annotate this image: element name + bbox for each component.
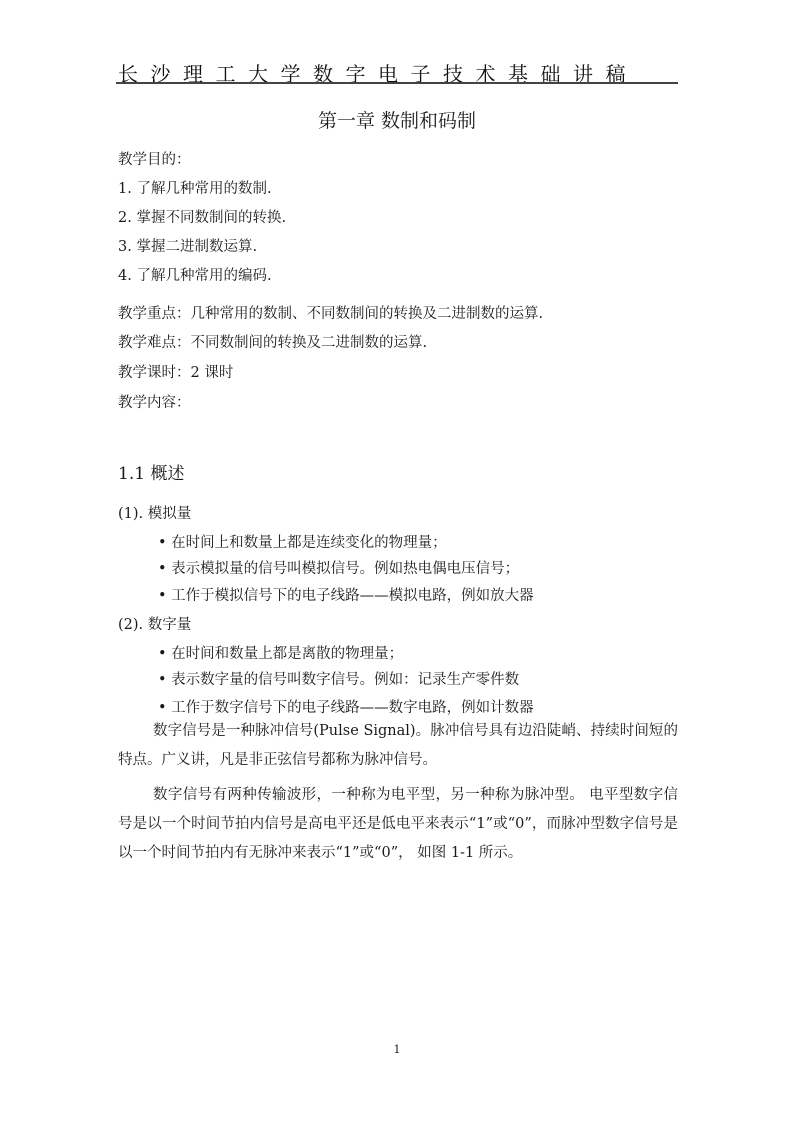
digital-bullet: • 表示数字量的信号叫数字信号。例如：记录生产零件数 xyxy=(158,672,520,688)
difficulties: 教学难点：不同数制间的转换及二进制数的运算. xyxy=(118,335,428,351)
running-header: 长沙理工大学数字电子技术基础讲稿 xyxy=(118,62,638,86)
paragraph: 数字信号有两种传输波形，一种称为电平型，另一种称为脉冲型。 电平型数字信号是以一个时间节拍内信号是高电平还是低电平来表示“1”或“0”，而脉冲型数字信号是以一个时间节拍内有无脉冲来表示“1”或“0”， 如图 1-1 所示。 xyxy=(118,787,678,861)
objective-item: 1. 了解几种常用的数制. xyxy=(118,181,272,197)
objective-item: 3. 掌握二进制数运算. xyxy=(118,239,258,255)
key-points: 教学重点：几种常用的数制、不同数制间的转换及二进制数的运算. xyxy=(118,306,544,322)
page-number: 1 xyxy=(393,1043,401,1056)
analog-heading: (1). 模拟量 xyxy=(118,506,192,522)
digital-heading: (2). 数字量 xyxy=(118,617,192,633)
header-rule xyxy=(116,82,678,84)
section-heading: 1.1 概述 xyxy=(118,464,185,484)
analog-bullet: • 在时间上和数量上都是连续变化的物理量； xyxy=(158,535,447,551)
objectives-label: 教学目的： xyxy=(118,152,191,168)
objective-item: 2. 掌握不同数制间的转换. xyxy=(118,210,287,226)
content-label: 教学内容： xyxy=(118,395,191,411)
chapter-title: 第一章 数制和码制 xyxy=(317,110,477,132)
analog-bullet: • 表示模拟量的信号叫模拟信号。例如热电偶电压信号； xyxy=(158,561,520,577)
objective-item: 4. 了解几种常用的编码. xyxy=(118,268,272,284)
analog-bullet: • 工作于模拟信号下的电子线路——模拟电路，例如放大器 xyxy=(158,588,534,604)
digital-bullet: • 工作于数字信号下的电子线路——数字电路，例如计数器 xyxy=(158,700,534,716)
teaching-hours: 教学课时：2 课时 xyxy=(118,365,234,381)
paragraph: 数字信号是一种脉冲信号(Pulse Signal)。脉冲信号具有边沿陡峭、持续时间短的特点。广义讲，凡是非正弦信号都称为脉冲信号。 xyxy=(118,723,678,768)
digital-bullet: • 在时间和数量上都是离散的物理量； xyxy=(158,646,404,662)
